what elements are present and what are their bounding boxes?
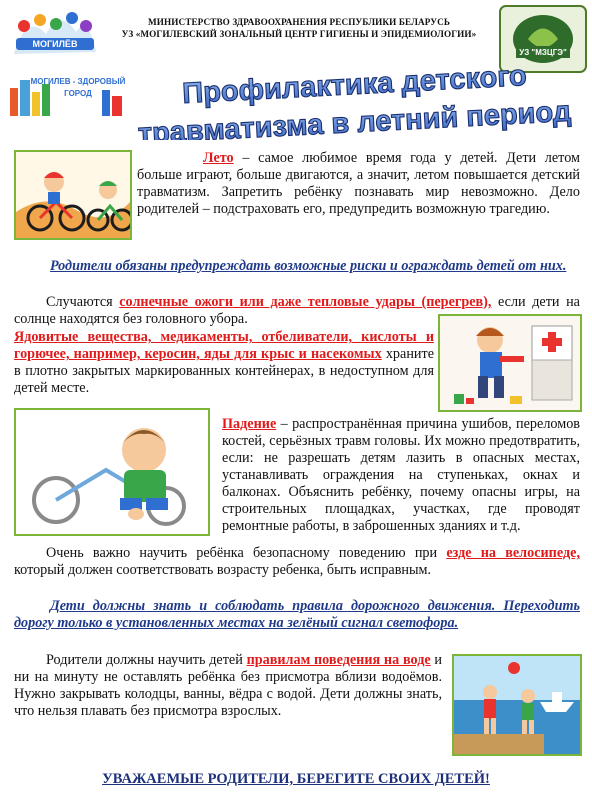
- kids-cycling-image: [14, 150, 132, 240]
- poison-highlight: Ядовитые вещества, медикаменты, отбеливатели, кислоты и горючее, например, керосин, яды для крыс и насекомых: [14, 329, 434, 362]
- sunburn-paragraph: Случаются солнечные ожоги или даже тепловые удары (перегрев), если дети на солнце находятся без головного убора.: [14, 294, 580, 327]
- svg-text:МОГИЛЁВ: МОГИЛЁВ: [32, 39, 78, 49]
- poison-paragraph: Ядовитые вещества, медикаменты, отбеливатели, кислоты и горючее, например, керосин, яды для крыс и насекомых храните в плотно закрытых маркированных контейнерах, в недоступном для детей месте.: [14, 329, 434, 396]
- bicycle-paragraph: Очень важно научить ребёнка безопасному поведению при езде на велосипеде, который должен соответствовать возрасту ребенка, быть исправным.: [14, 545, 580, 578]
- center-line: УЗ «МОГИЛЕВСКИЙ ЗОНАЛЬНЫЙ ЦЕНТР ГИГИЕНЫ И ЭПИДЕМИОЛОГИИ»: [121, 29, 477, 39]
- child-medicine-image: [438, 314, 582, 412]
- summer-paragraph: [137, 150, 580, 218]
- event-logo: [6, 4, 102, 60]
- organization-header: [104, 16, 494, 40]
- ministry-line: МИНИСТЕРСТВО ЗДРАВООХРАНЕНИЯ РЕСПУБЛИКИ БЕЛАРУСЬ: [147, 17, 451, 27]
- healthy-city-logo: [6, 64, 126, 120]
- fall-highlight: Падение: [222, 416, 277, 432]
- parents-warning-notice: Родители обязаны предупреждать возможные риски и ограждать детей от них.: [50, 258, 567, 274]
- svg-text:МОГИЛЕВ - ЗДОРОВЫЙ: МОГИЛЕВ - ЗДОРОВЫЙ: [30, 77, 126, 86]
- traffic-rules-notice: Дети должны знать и соблюдать правила дорожного движения. Переходить дорогу только в установленных местах на зелёный сигнал светофора.: [14, 598, 580, 631]
- page-title: [120, 62, 590, 140]
- title-line-2: травматизма в летний период: [137, 95, 572, 140]
- summer-lead: Лето: [203, 150, 234, 166]
- summer-text: – самое любимое время года у детей. Дети летом больше играют, больше двигаются, а значит, летом повышается детский травматизм. Запретить ребёнку познавать мир невозможно. Дело родителей – подстраховать его, предупредить возможную трагедию.: [137, 150, 580, 217]
- fall-paragraph-top: Падение – распространённая причина ушибов, переломов костей, серьёзных травм головы. Их можно предотвратить, если: не разрешать детям лазить в опасных местах, устанавливать ограждения на ступеньках, окнах и балконах. Объяснить ребёнку, почему опасны игры, на строительных площадках, участках, где проводят ремонтные работы, в заброшенных зданиях и т.д.: [222, 416, 580, 534]
- sunburn-highlight: солнечные ожоги или даже тепловые удары (перегрев),: [119, 294, 492, 310]
- title-line-1: Профилактика детского: [181, 62, 528, 111]
- kids-at-water-image: [452, 654, 582, 756]
- footer-appeal: УВАЖАЕМЫЕ РОДИТЕЛИ, БЕРЕГИТЕ СВОИХ ДЕТЕЙ!: [102, 771, 490, 787]
- svg-text:УЗ "МЗЦГЭ": УЗ "МЗЦГЭ": [519, 48, 567, 57]
- water-highlight: правилам поведения на воде: [246, 652, 431, 668]
- water-safety-paragraph: Родители должны научить детей правилам поведения на воде и ни на минуту не оставлять ребёнка без присмотра вблизи водоёмов. Нужно закрывать колодцы, ванны, вёдра с водой. Дети должны знать, что нельзя плавать без присмотра взрослых.: [14, 652, 443, 719]
- fallen-boy-image: [14, 408, 210, 536]
- svg-text:ГОРОД: ГОРОД: [64, 89, 92, 98]
- bicycle-highlight: езде на велосипеде,: [446, 545, 580, 561]
